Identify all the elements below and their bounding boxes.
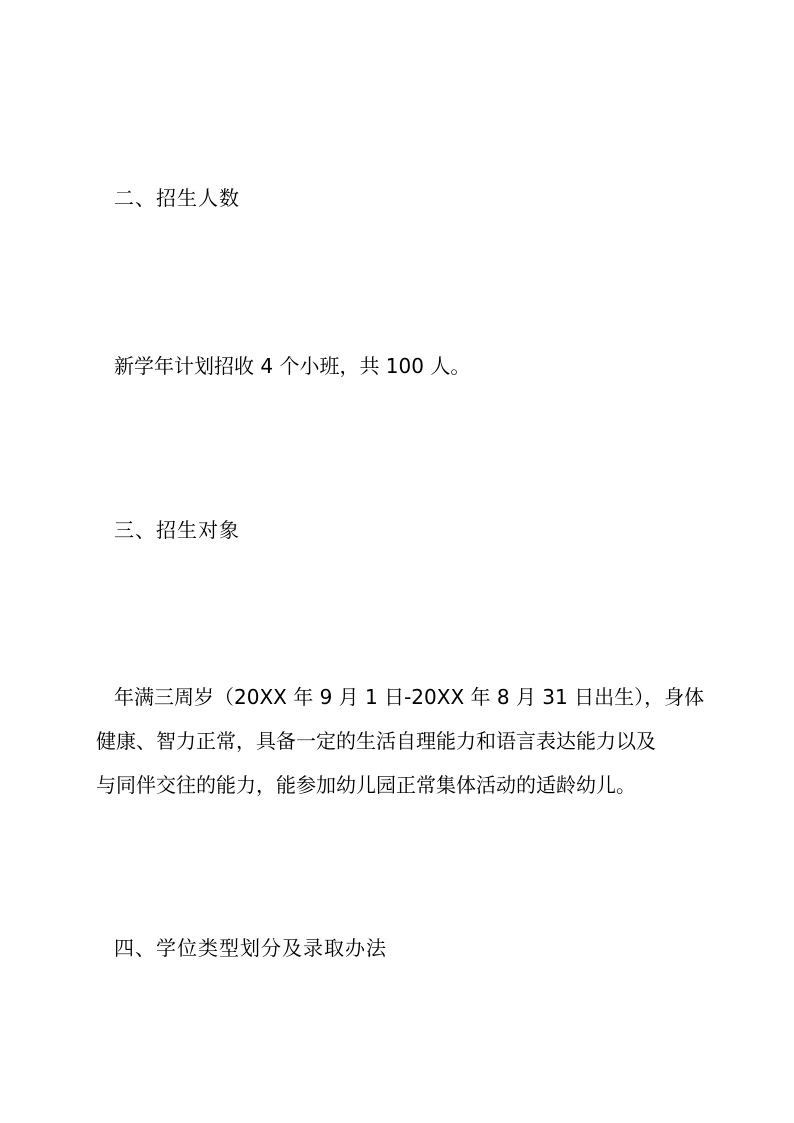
paragraph-enrollment-number: 新学年计划招收 4 个小班，共 100 人。	[114, 354, 471, 378]
section-heading-admission-method: 四、学位类型划分及录取办法	[114, 936, 387, 960]
paragraph-line: 年满三周岁（20XX 年 9 月 1 日-20XX 年 8 月 31 日出生），身体	[114, 685, 705, 709]
paragraph-enrollment-target	[96, 675, 716, 807]
section-heading-enrollment-target: 三、招生对象	[114, 518, 240, 542]
paragraph-line: 健康、智力正常，具备一定的生活自理能力和语言表达能力以及	[96, 729, 656, 753]
section-heading-enrollment-number: 二、招生人数	[114, 186, 240, 210]
paragraph-line: 与同伴交往的能力，能参加幼儿园正常集体活动的适龄幼儿。	[96, 773, 636, 797]
